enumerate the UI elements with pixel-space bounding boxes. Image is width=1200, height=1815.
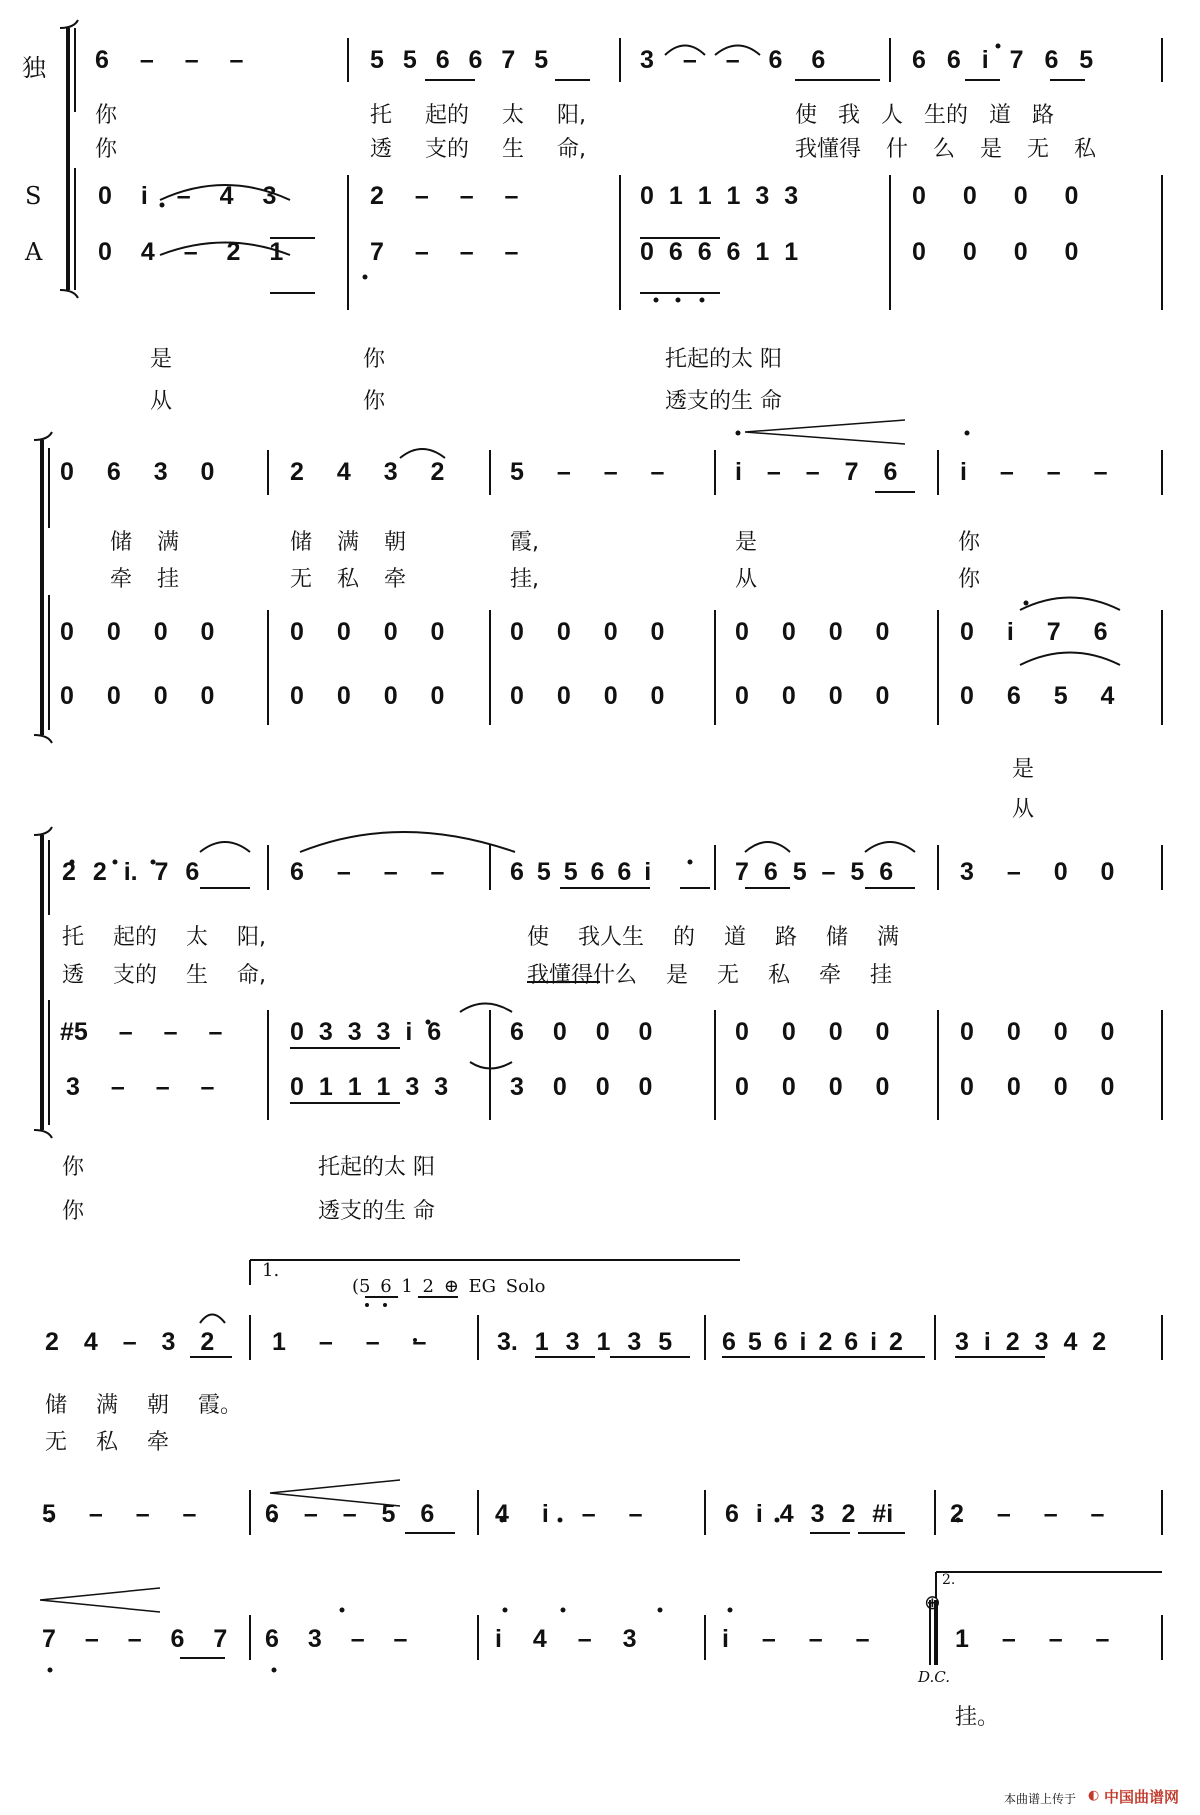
chorus-lyric-2: 你 bbox=[62, 1199, 85, 1224]
chorus-lyric-1: 是 bbox=[150, 347, 173, 372]
soprano-measure: 0 0 0 0 bbox=[290, 618, 445, 646]
lyric-verse-1: 托 起的 太 阳, bbox=[62, 925, 266, 950]
lyric-verse-1: 你 bbox=[95, 103, 118, 128]
lyric-verse-2: 无 私 牵 bbox=[45, 1430, 169, 1455]
chorus-lyric-2: 从 bbox=[1012, 797, 1035, 822]
site-logo: 中国曲谱网 bbox=[1104, 1788, 1180, 1806]
solo-measure: 2 2 i. 7 6 bbox=[62, 858, 200, 886]
solo-measure: 0 6 3 0 bbox=[60, 458, 215, 486]
soprano-measure: #5 – – – bbox=[60, 1018, 223, 1046]
alto-measure: 0 6 6 6 1 1 bbox=[640, 238, 799, 266]
solo-measure: 6 5 5 6 6 i bbox=[510, 858, 652, 886]
lyric-verse-1: 霞, bbox=[510, 530, 539, 555]
lyric-verse-1: 挂。 bbox=[955, 1705, 1000, 1730]
coda-icon: ⊕ bbox=[924, 1590, 941, 1614]
solo-measure: 6 – – 5 6 bbox=[265, 1500, 435, 1528]
soprano-measure: 0 0 0 0 bbox=[735, 1018, 890, 1046]
solo-measure: 6 5 6 i 2 6 i 2 bbox=[722, 1328, 903, 1356]
soprano-measure: 0 1 1 1 3 3 bbox=[640, 182, 799, 210]
chorus-lyric-2: 从 bbox=[150, 389, 173, 414]
chorus-lyric-1: 是 bbox=[1012, 757, 1035, 782]
soprano-measure: 2 – – – bbox=[370, 182, 519, 210]
solo-measure: 3 i 2 3 4 2 bbox=[955, 1328, 1107, 1356]
solo-measure: 5 – – – bbox=[42, 1500, 197, 1528]
alto-measure: 3 0 0 0 bbox=[510, 1073, 653, 1101]
lyric-verse-2: 无 私 牵 bbox=[290, 567, 406, 592]
lyric-verse-1: 你 bbox=[958, 530, 981, 555]
eg-solo-marker: (5 6 1 2 ⊕ EG Solo bbox=[352, 1276, 546, 1297]
alto-measure: 0 0 0 0 bbox=[912, 238, 1079, 266]
lyric-verse-1: 使 我人生 的 道 路 储 满 bbox=[527, 925, 899, 950]
solo-measure: i – – 7 6 bbox=[735, 458, 898, 486]
alto-measure: 3 – – – bbox=[66, 1073, 215, 1101]
lyric-verse-1: 储 满 bbox=[110, 530, 179, 555]
soprano-measure: 0 i – 4 3 bbox=[98, 182, 277, 210]
solo-measure: 3 – 0 0 bbox=[960, 858, 1115, 886]
alto-measure: 0 0 0 0 bbox=[510, 682, 665, 710]
soprano-measure: 0 0 0 0 bbox=[912, 182, 1079, 210]
soprano-measure: 0 i 7 6 bbox=[960, 618, 1108, 646]
solo-measure: i – – – bbox=[960, 458, 1108, 486]
lyric-verse-1: 储 满 朝 霞。 bbox=[45, 1393, 242, 1418]
lyric-verse-2: 你 bbox=[95, 137, 118, 162]
alto-measure: 0 0 0 0 bbox=[960, 1073, 1115, 1101]
solo-measure: 6 – – – bbox=[95, 46, 244, 74]
chorus-lyric-1: 托起的太 阳 bbox=[318, 1155, 435, 1180]
alto-measure: 0 0 0 0 bbox=[290, 682, 445, 710]
chorus-lyric-1: 你 bbox=[363, 347, 386, 372]
solo-measure: 2 – – – bbox=[950, 1500, 1105, 1528]
lyric-verse-1: 是 bbox=[735, 530, 758, 555]
lyric-verse-2: 透 支的 生 命, bbox=[370, 137, 586, 162]
lyric-verse-1: 储 满 朝 bbox=[290, 530, 406, 555]
solo-measure: 5 – – – bbox=[510, 458, 665, 486]
alto-measure: 0 0 0 0 bbox=[60, 682, 215, 710]
chorus-lyric-1: 托起的太 阳 bbox=[665, 347, 782, 372]
dc-marking: D.C. bbox=[918, 1668, 950, 1686]
footer-text: 本曲谱上传于 bbox=[1004, 1792, 1077, 1806]
alto-label: A bbox=[25, 238, 43, 266]
lyric-verse-2: 你 bbox=[958, 567, 981, 592]
alto-measure: 0 6 5 4 bbox=[960, 682, 1115, 710]
solo-measure: 1 – – – bbox=[272, 1328, 427, 1356]
alto-measure: 0 1 1 1 3 3 bbox=[290, 1073, 449, 1101]
solo-measure: 3. 1 3 1 3 5 bbox=[497, 1328, 673, 1356]
solo-measure: 3 – – 6 6 bbox=[640, 46, 826, 74]
chorus-lyric-1: 你 bbox=[62, 1155, 85, 1180]
soprano-measure: 0 0 0 0 bbox=[960, 1018, 1115, 1046]
soprano-measure: 0 0 0 0 bbox=[60, 618, 215, 646]
solo-measure: 6 3 – – bbox=[265, 1625, 408, 1653]
soprano-measure: 0 0 0 0 bbox=[510, 618, 665, 646]
solo-measure: 6 6 i 7 6 5 bbox=[912, 46, 1094, 74]
soprano-label: S bbox=[25, 182, 42, 210]
chorus-lyric-2: 你 bbox=[363, 389, 386, 414]
soprano-measure: 0 0 0 0 bbox=[735, 618, 890, 646]
volta-1-label: 1. bbox=[262, 1260, 280, 1281]
alto-measure: 0 0 0 0 bbox=[735, 682, 890, 710]
solo-measure: i 4 – 3 bbox=[495, 1625, 637, 1653]
solo-measure: 1 – – – bbox=[955, 1625, 1110, 1653]
lyric-verse-2: 我懂得什么 是 无 私 牵 挂 bbox=[527, 963, 892, 988]
lyric-verse-2: 从 bbox=[735, 567, 758, 592]
solo-measure: 6 i 4 3 2 #i bbox=[725, 1500, 894, 1528]
chorus-lyric-2: 透支的生 命 bbox=[665, 389, 782, 414]
solo-measure: i – – – bbox=[722, 1625, 870, 1653]
lyric-verse-2: 牵 挂 bbox=[110, 567, 179, 592]
solo-label: 独 bbox=[22, 54, 46, 82]
lyric-verse-2: 挂, bbox=[510, 567, 539, 592]
lyric-verse-1: 使 我 人 生的 道 路 bbox=[795, 103, 1054, 128]
solo-measure: 7 6 5 – 5 6 bbox=[735, 858, 894, 886]
solo-measure: 4 i – – bbox=[495, 1500, 643, 1528]
solo-measure: 2 4 3 2 bbox=[290, 458, 445, 486]
solo-measure: 7 – – 6 7 bbox=[42, 1625, 228, 1653]
alto-measure: 0 0 0 0 bbox=[735, 1073, 890, 1101]
volta-2-label: 2. bbox=[942, 1572, 956, 1588]
lyric-verse-2: 透 支的 生 命, bbox=[62, 963, 266, 988]
solo-measure: 5 5 6 6 7 5 bbox=[370, 46, 549, 74]
soprano-measure: 6 0 0 0 bbox=[510, 1018, 653, 1046]
lyric-verse-2: 我懂得 什 么 是 无 私 bbox=[795, 137, 1096, 162]
solo-measure: 2 4 – 3 2 bbox=[45, 1328, 215, 1356]
site-logo-icon: ◐ bbox=[1088, 1788, 1100, 1803]
alto-measure: 7 – – – bbox=[370, 238, 519, 266]
solo-measure: 6 – – – bbox=[290, 858, 445, 886]
alto-measure: 0 4 – 2 1 bbox=[98, 238, 284, 266]
chorus-lyric-2: 透支的生 命 bbox=[318, 1199, 435, 1224]
soprano-measure: 0 3 3 3 i 6 bbox=[290, 1018, 442, 1046]
lyric-verse-1: 托 起的 太 阳, bbox=[370, 103, 586, 128]
